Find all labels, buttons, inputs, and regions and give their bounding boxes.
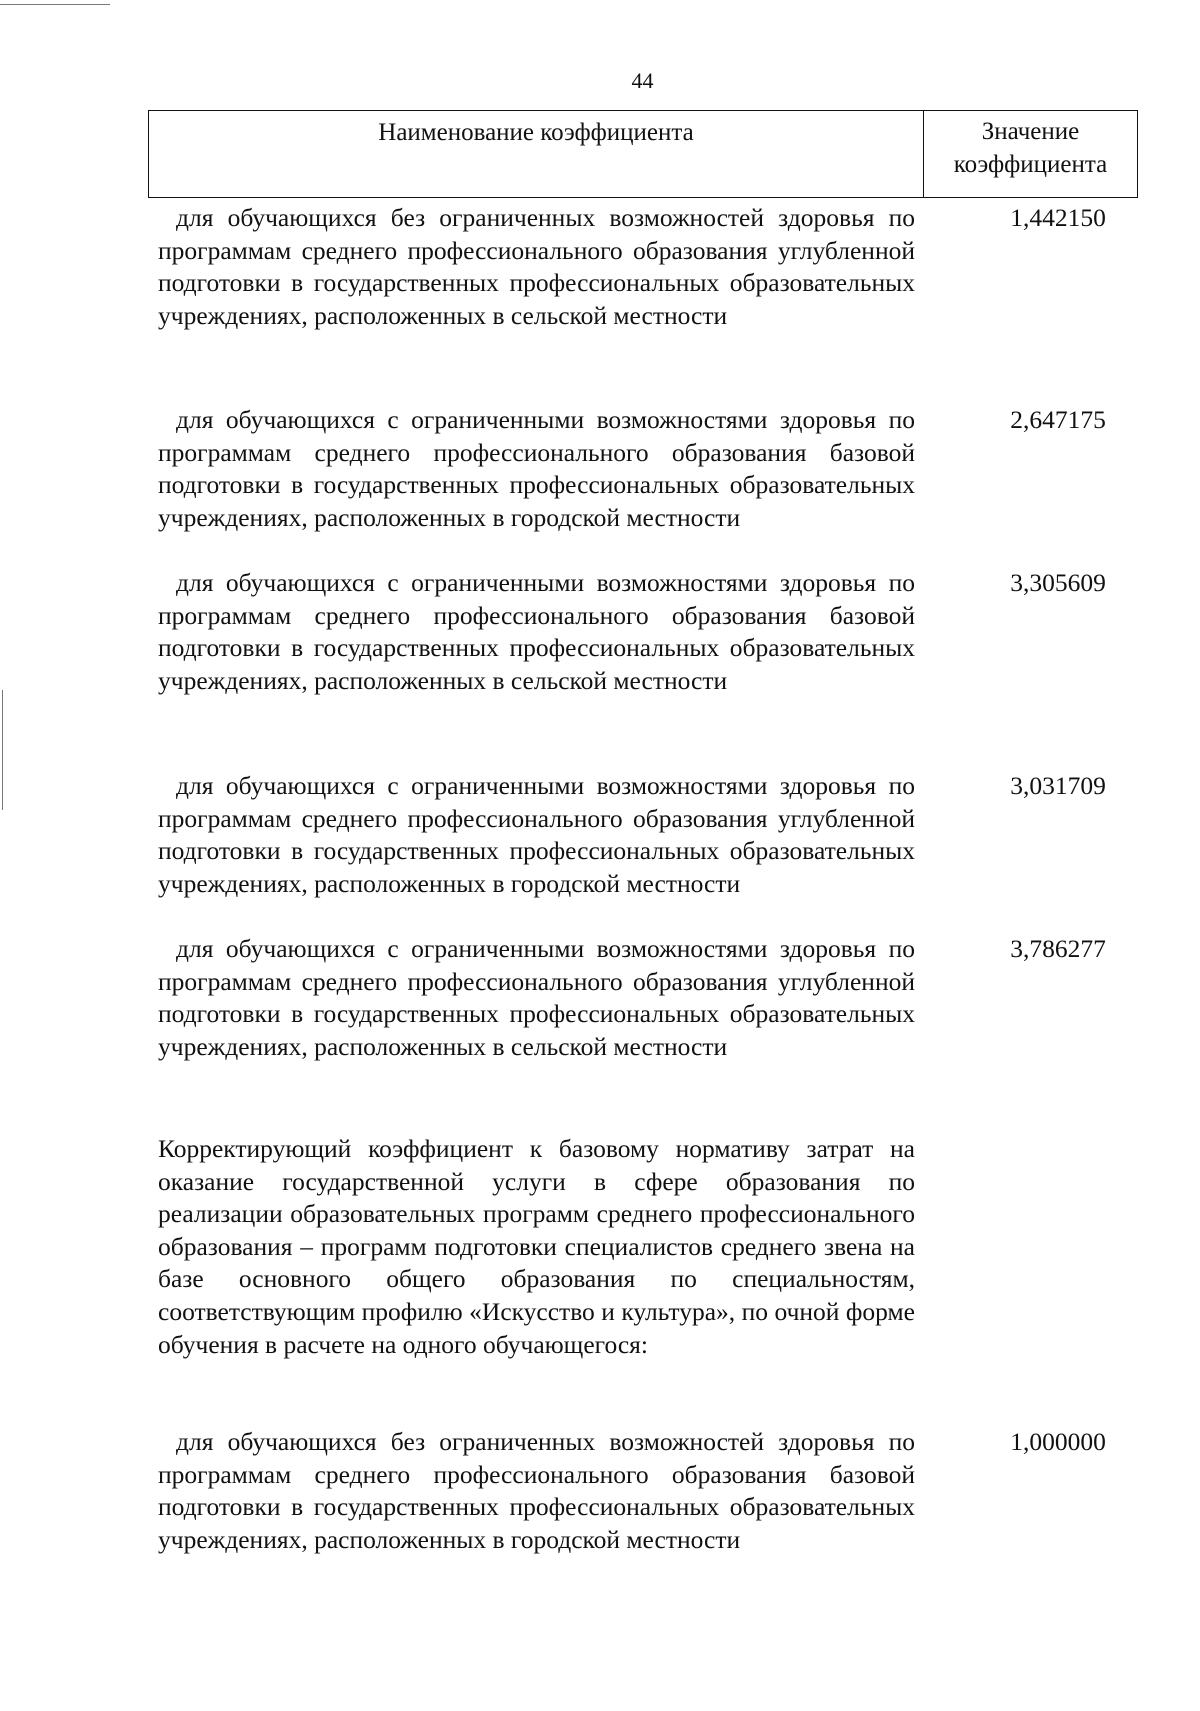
row-value: 1,442150 — [1010, 203, 1106, 232]
row-text: для обучающихся с ограниченными возможностями здоровья по программам среднего профессионального образования базовой подготовки в государственных профессиональных образовательных учреждениях, расположенных в сельской местности — [158, 568, 915, 695]
table-row — [158, 933, 1158, 1063]
row-text: для обучающихся без ограниченных возможностей здоровья по программам среднего профессионального образования углубленной подготовки в государственных профессиональных образовательных учреждениях, расположенных в сельской местности — [158, 203, 915, 330]
row-value: 3,305609 — [1010, 568, 1106, 597]
table-header — [148, 110, 1138, 198]
table-row — [158, 1426, 1158, 1556]
row-text: для обучающихся с ограниченными возможностями здоровья по программам среднего профессионального образования углубленной подготовки в государственных профессиональных образовательных учреждениях, расположенных в сельской местности — [158, 934, 915, 1061]
section-heading: Корректирующий коэффициент к базовому нормативу затрат на оказание государственной услуги в сфере образования по реализации образовательных программ среднего профессионального образования – программ подготовки специалистов среднего звена на базе основного общего образования по специальностям, соответствующим профилю «Искусство и культура», по очной форме обучения в расчете на одного обучающегося: — [158, 1134, 915, 1359]
column-header-value: Значение коэффициента — [953, 118, 1108, 178]
table-row — [158, 567, 1158, 697]
table-row — [158, 404, 1158, 534]
row-value: 2,647175 — [1010, 405, 1106, 434]
table-row — [158, 202, 1158, 332]
row-text: для обучающихся без ограниченных возможностей здоровья по программам среднего профессионального образования базовой подготовки в государственных профессиональных образовательных учреждениях, расположенных в городской местности — [158, 1427, 915, 1554]
row-value: 3,031709 — [1010, 771, 1106, 800]
row-text: для обучающихся с ограниченными возможностями здоровья по программам среднего профессионального образования базовой подготовки в государственных профессиональных образовательных учреждениях, расположенных в городской местности — [158, 405, 915, 532]
table-row — [158, 770, 1158, 900]
row-value: 3,786277 — [1010, 934, 1106, 963]
row-text: для обучающихся с ограниченными возможностями здоровья по программам среднего профессионального образования углубленной подготовки в государственных профессиональных образовательных учреждениях, расположенных в городской местности — [158, 771, 915, 898]
column-header-name: Наименование коэффициента — [149, 111, 924, 197]
page-number: 44 — [631, 68, 654, 93]
scan-artifact-left — [2, 690, 3, 810]
row-value: 1,000000 — [1010, 1427, 1106, 1456]
scan-artifact-top — [0, 4, 110, 5]
